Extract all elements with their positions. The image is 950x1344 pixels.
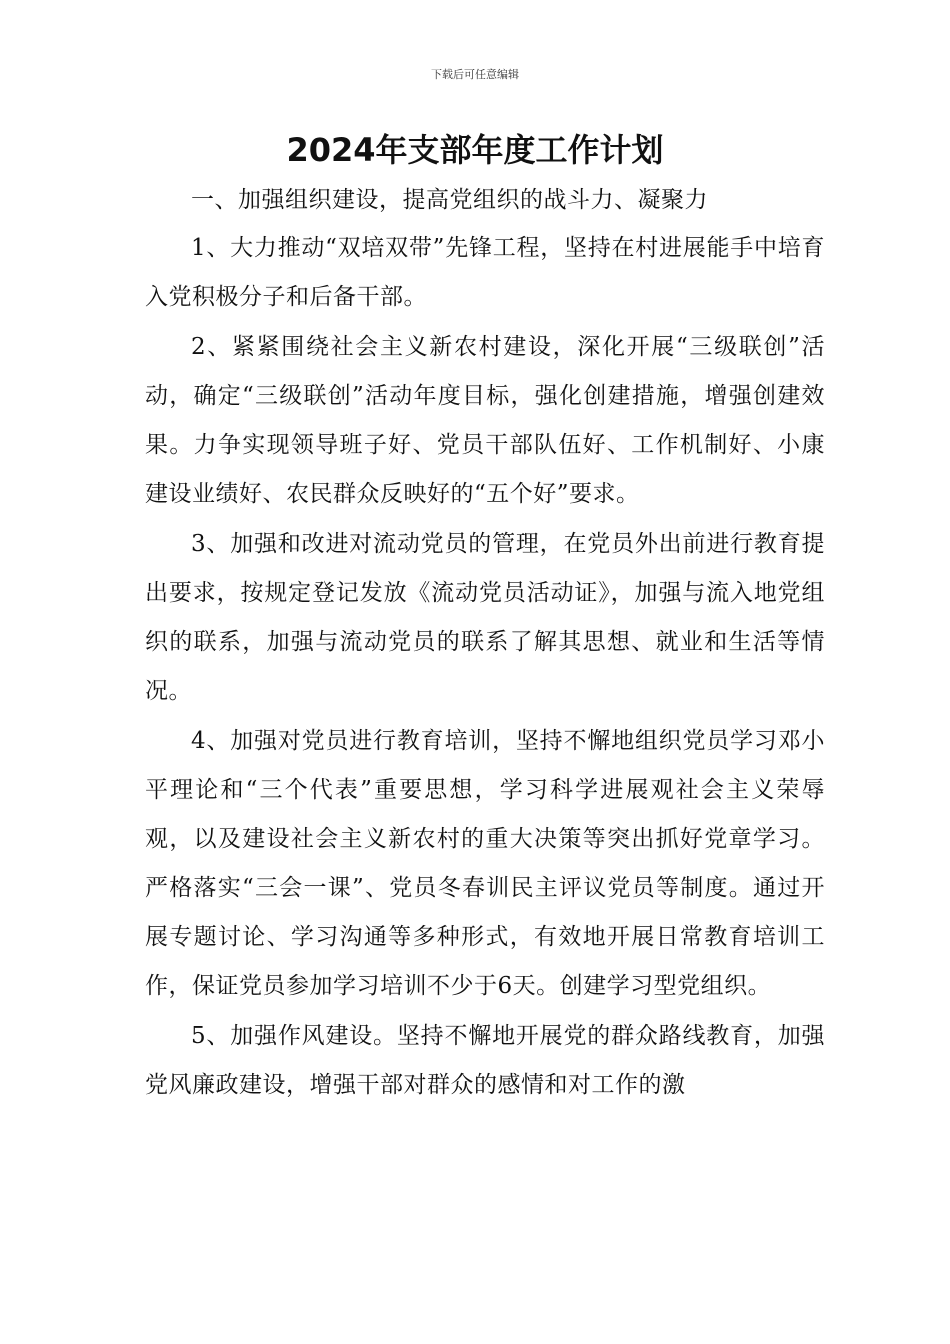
- paragraph-1: 1、大力推动“双培双带”先锋工程，坚持在村进展能手中培育入党积极分子和后备干部。: [145, 235, 825, 310]
- paragraph-4: 4、加强对党员进行教育培训，坚持不懈地组织党员学习邓小平理论和“三个代表”重要思想，学习科学进展观社会主义荣辱观，以及建设社会主义新农村的重大决策等突出抓好党章学习。严格落实“三会一课”、党员冬春训民主评议党员等制度。通过开展专题讨论、学习沟通等多种形式，有效地开展日常教育培训工作，保证党员参加学习培训不少于6天。创建学习型党组织。: [145, 728, 825, 999]
- section-heading: 一、加强组织建设，提高党组织的战斗力、凝聚力: [191, 187, 708, 213]
- document-body: [145, 182, 825, 1111]
- paragraph-5: 5、加强作风建设。坚持不懈地开展党的群众路线教育，加强党风廉政建设，增强干部对群众的感情和对工作的激: [145, 1023, 825, 1098]
- header-note: 下载后可任意编辑: [431, 68, 519, 81]
- paragraph-3: 3、加强和改进对流动党员的管理，在党员外出前进行教育提出要求，按规定登记发放《流动党员活动证》，加强与流入地党组织的联系，加强与流动党员的联系了解其思想、就业和生活等情况。: [145, 531, 825, 704]
- paragraph-2: 2、紧紧围绕社会主义新农村建设，深化开展“三级联创”活动，确定“三级联创”活动年度目标，强化创建措施，增强创建效果。力争实现领导班子好、党员干部队伍好、工作机制好、小康建设业绩好、农民群众反映好的“五个好”要求。: [145, 334, 825, 507]
- document-title: 2024年支部年度工作计划: [286, 131, 664, 169]
